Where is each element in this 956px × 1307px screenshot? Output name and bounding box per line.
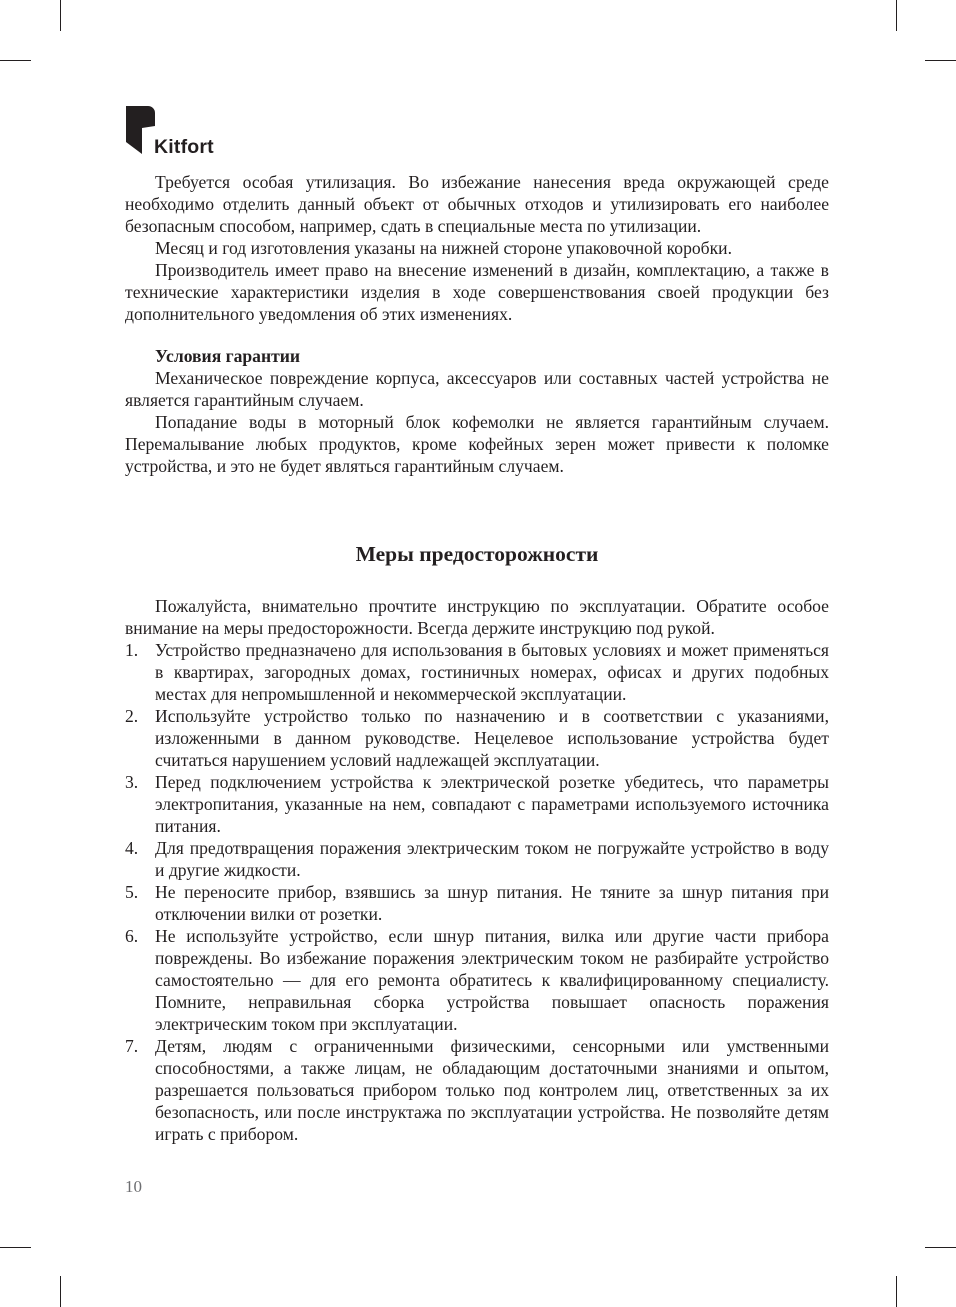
list-item-number: 4. [125, 838, 139, 858]
page-content [125, 171, 829, 1145]
kitfort-logo-icon [126, 106, 156, 156]
list-item-text: Используйте устройство только по назначению и в соответствии с указаниями, изложенными в данном руководстве. Нецелевое использование устройства будет считаться нарушением условий надлежащей эксплуатации. [155, 706, 829, 770]
list-item-number: 7. [125, 1036, 139, 1056]
paragraph-manufacture-date: Месяц и год изготовления указаны на нижней стороне упаковочной коробки. [155, 238, 732, 258]
list-item [125, 771, 829, 837]
crop-mark-top-right [896, 0, 897, 31]
list-item-text: Устройство предназначено для использования в бытовых условиях и может применяться в квартирах, загородных домах, гостиничных номерах, офисах и других подобных местах для непромышленной и некоммерческой эксплуатации. [155, 640, 829, 704]
list-item [125, 837, 829, 881]
list-item-text: Не используйте устройство, если шнур питания, вилка или другие части прибора повреждены. Во избежание поражения электрическим током не разбирайте устройство самостоятельно — для его ремонта обратитесь к квалифицированному специалисту. Помните, неправильная сборка устройства повышает опасность поражения электрическим током при эксплуатации. [155, 926, 829, 1034]
list-item [125, 705, 829, 771]
precautions-intro: Пожалуйста, внимательно прочтите инструкцию по эксплуатации. Обратите особое внимание на меры предосторожности. Всегда держите инструкцию под рукой. [125, 596, 829, 638]
brand-name: Kitfort [154, 136, 214, 158]
list-item [125, 1035, 829, 1145]
crop-mark-top-left-h [0, 60, 31, 61]
list-item-number: 1. [125, 640, 139, 660]
warranty-paragraph: Механическое повреждение корпуса, аксессуаров или составных частей устройства не является гарантийным случаем. [125, 368, 829, 410]
list-item [125, 881, 829, 925]
precautions-list [125, 639, 829, 1145]
list-item [125, 925, 829, 1035]
list-item [125, 639, 829, 705]
warranty-paragraph: Попадание воды в моторный блок кофемолки не является гарантийным случаем. Перемалывание любых продуктов, кроме кофейных зерен может привести к поломке устройства, и это не будет являться гарантийным случаем. [125, 412, 829, 476]
list-item-text: Не переносите прибор, взявшись за шнур питания. Не тяните за шнур питания при отключении вилки от розетки. [155, 882, 829, 924]
list-item-number: 5. [125, 882, 139, 902]
list-item-number: 2. [125, 706, 139, 726]
crop-mark-top-right-h [925, 60, 956, 61]
list-item-text: Для предотвращения поражения электрическим током не погружайте устройство в воду и другие жидкости. [155, 838, 829, 880]
crop-mark-bottom-right-h [925, 1247, 956, 1248]
warranty-heading: Условия гарантии [155, 346, 301, 366]
crop-mark-bottom-right [896, 1276, 897, 1307]
section-title: Меры предосторожности [355, 542, 599, 566]
crop-mark-bottom-left [60, 1276, 61, 1307]
paragraph-disposal: Требуется особая утилизация. Во избежание нанесения вреда окружающей среде необходимо отделить данный объект от обычных отходов и утилизировать его наиболее безопасным способом, например, сдать в специальные места по утилизации. [125, 172, 829, 236]
list-item-text: Перед подключением устройства к электрической розетке убедитесь, что параметры электропитания, указанные на нем, совпадают с параметрами используемого источника питания. [155, 772, 829, 836]
list-item-number: 3. [125, 772, 139, 792]
crop-mark-bottom-left-h [0, 1247, 31, 1248]
list-item-number: 6. [125, 926, 139, 946]
page-number: 10 [125, 1177, 142, 1196]
paragraph-manufacturer-rights: Производитель имеет право на внесение изменений в дизайн, комплектацию, а также в технические характеристики изделия в ходе совершенствования своей продукции без дополнительного уведомления об этих изменениях. [125, 260, 829, 324]
kitfort-logo [126, 106, 236, 158]
list-item-text: Детям, людям с ограниченными физическими, сенсорными или умственными способностями, а также лицам, не обладающим достаточными знаниями и опытом, разрешается пользоваться прибором только под контролем лиц, ответственных за их безопасность, или после инструктажа по эксплуатации устройства. Не позволяйте детям играть с прибором. [155, 1036, 829, 1144]
crop-mark-top-left [60, 0, 61, 31]
